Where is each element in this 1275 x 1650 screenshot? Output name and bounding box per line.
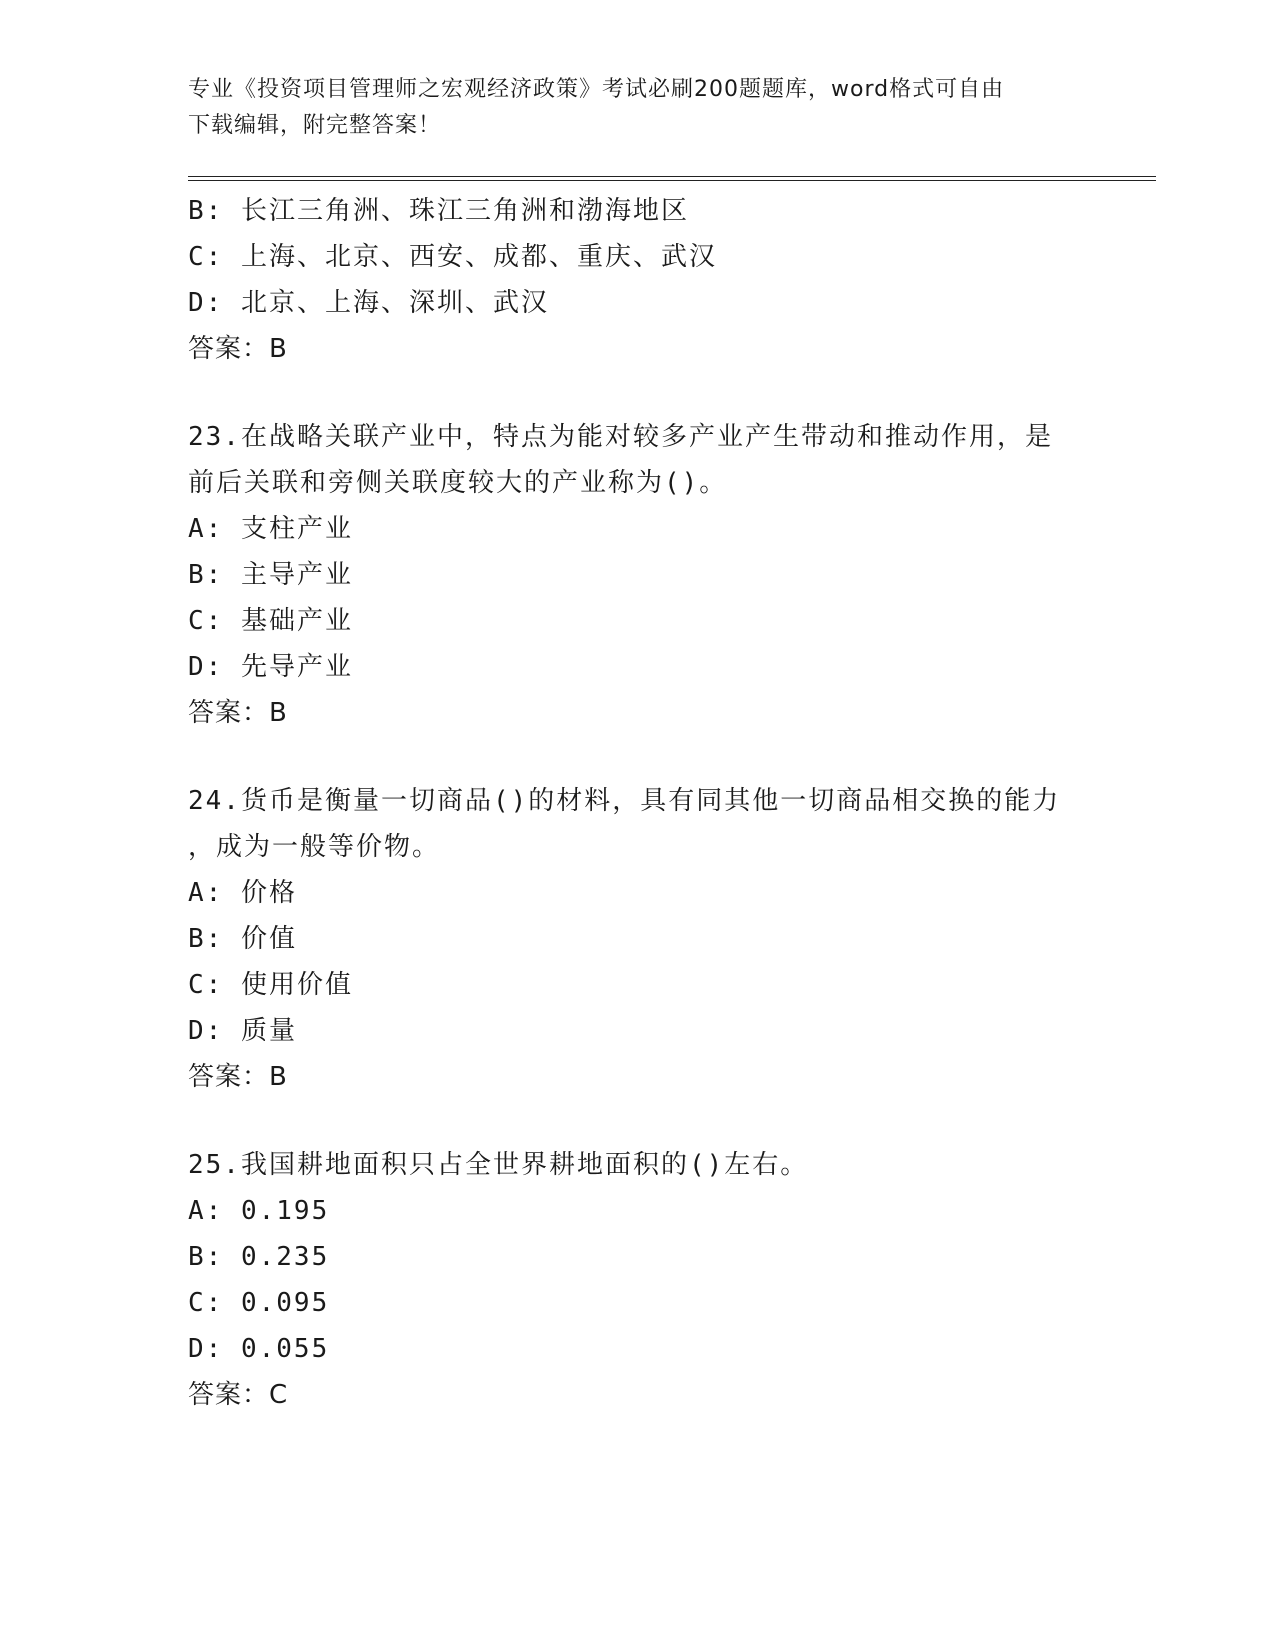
answer: 答案：B [188,334,288,364]
option-label: B: [188,924,224,954]
option-text: 基础产业 [240,606,353,636]
header-divider [188,176,1156,181]
question-text: ，成为一般等价物。 [188,832,441,862]
option-a [188,506,1088,552]
question-25 [188,1142,1088,1418]
question-23 [188,414,1088,736]
option-c [188,1280,1088,1326]
option-c [188,962,1088,1008]
option-text: 主导产业 [240,560,353,590]
question-text: 前后关联和旁侧关联度较大的产业称为()。 [188,468,728,498]
option-text: 0.195 [240,1196,330,1226]
option-text: 支柱产业 [240,514,353,544]
option-label: C: [188,242,224,272]
option-d [188,1008,1088,1054]
option-text: 价值 [240,924,297,954]
option-a [188,1188,1088,1234]
option-c [188,598,1088,644]
option-d [188,280,1088,326]
option-text: 长江三角洲、珠江三角洲和渤海地区 [240,196,689,226]
option-label: D: [188,1016,224,1046]
option-d [188,1326,1088,1372]
option-label: D: [188,652,224,682]
option-text: 先导产业 [240,652,353,682]
option-text: 0.095 [240,1288,330,1318]
option-label: B: [188,196,224,226]
option-text: 质量 [240,1016,297,1046]
option-b [188,188,1088,234]
option-label: A: [188,878,224,908]
option-label: A: [188,514,224,544]
option-label: C: [188,1288,224,1318]
question-list [188,188,1088,1418]
option-label: C: [188,606,224,636]
answer: 答案：B [188,698,288,728]
option-text: 0.055 [240,1334,330,1364]
option-b [188,552,1088,598]
question-text: 23.在战略关联产业中，特点为能对较多产业产生带动和推动作用，是 [188,422,1053,452]
answer: 答案：C [188,1380,289,1410]
option-b [188,916,1088,962]
option-text: 上海、北京、西安、成都、重庆、武汉 [240,242,717,272]
option-text: 价格 [240,878,297,908]
option-label: D: [188,1334,224,1364]
option-label: A: [188,1196,224,1226]
option-label: D: [188,288,224,318]
option-label: B: [188,1242,224,1272]
option-b [188,1234,1088,1280]
option-text: 北京、上海、深圳、武汉 [240,288,549,318]
question-22-continued [188,188,1088,372]
question-text: 24.货币是衡量一切商品()的材料，具有同其他一切商品相交换的能力 [188,786,1061,816]
question-24 [188,778,1088,1100]
option-label: B: [188,560,224,590]
option-c [188,234,1088,280]
answer: 答案：B [188,1062,288,1092]
header-line-1: 专业《投资项目管理师之宏观经济政策》考试必刷200题题库，word格式可自由 [188,77,1005,102]
question-text: 25.我国耕地面积只占全世界耕地面积的()左右。 [188,1150,809,1180]
option-label: C: [188,970,224,1000]
option-text: 使用价值 [240,970,353,1000]
document-header [188,72,1088,144]
option-a [188,870,1088,916]
option-d [188,644,1088,690]
header-line-2: 下载编辑，附完整答案！ [188,113,442,138]
option-text: 0.235 [240,1242,330,1272]
